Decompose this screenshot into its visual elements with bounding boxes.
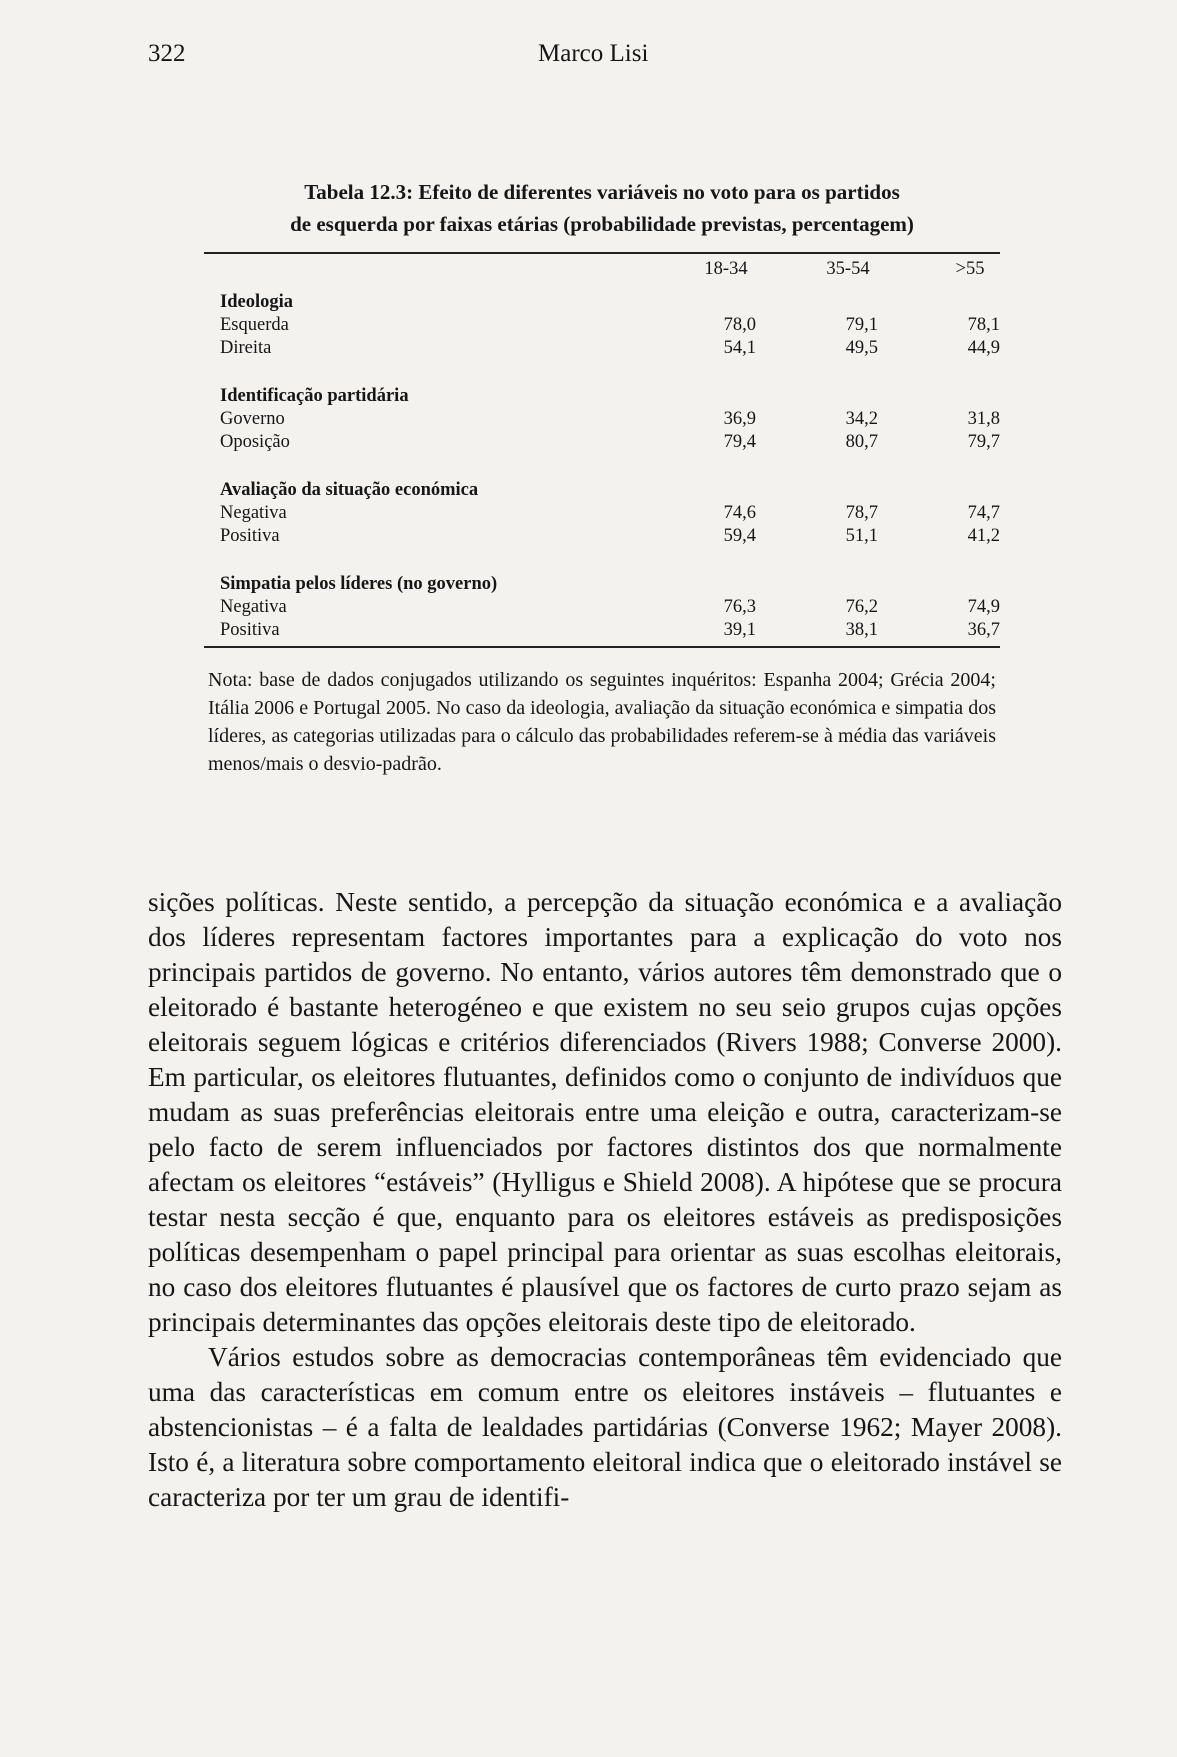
table-header-row xyxy=(204,254,1000,287)
table-block xyxy=(204,176,1000,778)
table-row xyxy=(204,619,1000,642)
page-number: 322 xyxy=(148,40,186,67)
table-cell: 34,2 xyxy=(845,409,878,429)
table-cell: 78,0 xyxy=(723,315,756,335)
row-label: Positiva xyxy=(220,526,280,546)
table-row xyxy=(204,431,1000,454)
results-table xyxy=(204,254,1000,642)
row-label: Oposição xyxy=(220,432,290,452)
table-group-heading-row xyxy=(204,360,1000,408)
table-title-line-2: de esquerda por faixas etárias (probabilidade previstas, percentagem) xyxy=(290,212,914,236)
group-heading: Simpatia pelos líderes (no governo) xyxy=(220,574,498,594)
body-text xyxy=(148,885,1062,1515)
header-empty xyxy=(204,254,696,287)
table-group-heading-row xyxy=(204,548,1000,596)
running-head: Marco Lisi xyxy=(538,40,649,67)
table-note: Nota: base de dados conjugados utilizando os seguintes inquéritos: Espanha 2004; Grécia 2004; Itália 2006 e Portugal 2005. No caso da ideologia, avaliação da situação económica e simpatia dos líderes, as categorias utilizadas para o cálculo das probabilidades referem-se à média das variáveis menos/mais o desvio-padrão. xyxy=(208,669,996,775)
table-bottom-rule xyxy=(204,646,1000,648)
table-body xyxy=(204,254,1000,642)
table-cell: 74,6 xyxy=(723,503,756,523)
paragraph: Vários estudos sobre as democracias contemporâneas têm evidenciado que uma das características em comum entre os eleitores instáveis – flutuantes e abstencionistas – é a falta de lealdades partidárias (Converse 1962; Mayer 2008). Isto é, a literatura sobre comportamento eleitoral indica que o eleitorado instável se caracteriza por ter um grau de identifi- xyxy=(148,1342,1062,1512)
row-label: Negativa xyxy=(220,597,287,617)
table-cell: 80,7 xyxy=(845,432,878,452)
column-header: >55 xyxy=(955,259,985,279)
table-cell: 76,2 xyxy=(845,597,878,617)
row-label: Governo xyxy=(220,409,285,429)
table-cell: 78,7 xyxy=(845,503,878,523)
row-label: Positiva xyxy=(220,620,280,640)
paragraph: sições políticas. Neste sentido, a percepção da situação económica e a avaliação dos líderes representam factores importantes para a explicação do voto nos principais partidos de governo. No entanto, vários autores têm demonstrado que o eleitorado é bastante heterogéneo e que existem no seu seio grupos cujas opções eleitorais seguem lógicas e critérios diferenciados (Rivers 1988; Converse 2000). Em particular, os eleitores flutuantes, definidos como o conjunto de indivíduos que mudam as suas preferências eleitorais entre uma eleição e outra, caracterizam-se pelo facto de serem influenciados por factores distintos dos que normalmente afectam os eleitores “estáveis” (Hylligus e Shield 2008). A hipótese que se procura testar nesta secção é que, enquanto para os eleitores estáveis as predisposições políticas desempenham o papel principal para orientar as suas escolhas eleitorais, no caso dos eleitores flutuantes é plausível que os factores de curto prazo sejam as principais determinantes das opções eleitorais deste tipo de eleitorado. xyxy=(148,887,1062,1337)
table-cell: 79,7 xyxy=(967,432,1000,452)
table-row xyxy=(204,314,1000,337)
row-label: Direita xyxy=(220,338,272,358)
group-heading: Ideologia xyxy=(220,292,293,312)
table-row xyxy=(204,408,1000,431)
table-group-heading-row xyxy=(204,287,1000,314)
table-cell: 36,9 xyxy=(723,409,756,429)
table-cell: 59,4 xyxy=(723,526,756,546)
table-cell: 39,1 xyxy=(723,620,756,640)
row-label: Esquerda xyxy=(220,315,289,335)
group-heading: Identificação partidária xyxy=(220,386,409,406)
table-title-line-1: Tabela 12.3: Efeito de diferentes variáveis no voto para os partidos xyxy=(304,180,900,204)
table-cell: 51,1 xyxy=(845,526,878,546)
table-cell: 38,1 xyxy=(845,620,878,640)
table-row xyxy=(204,525,1000,548)
table-row xyxy=(204,502,1000,525)
table-cell: 31,8 xyxy=(967,409,1000,429)
column-header: 18-34 xyxy=(704,259,748,279)
table-cell: 79,1 xyxy=(845,315,878,335)
table-cell: 44,9 xyxy=(967,338,1000,358)
table-cell: 49,5 xyxy=(845,338,878,358)
table-cell: 74,9 xyxy=(967,597,1000,617)
table-cell: 74,7 xyxy=(967,503,1000,523)
table-cell: 78,1 xyxy=(967,315,1000,335)
column-header: 35-54 xyxy=(826,259,870,279)
table-title xyxy=(204,176,1000,240)
table-cell: 36,7 xyxy=(967,620,1000,640)
table-cell: 54,1 xyxy=(723,338,756,358)
group-heading: Avaliação da situação económica xyxy=(220,480,479,500)
page-header xyxy=(148,40,1077,80)
table-cell: 41,2 xyxy=(967,526,1000,546)
row-label: Negativa xyxy=(220,503,287,523)
table-cell: 76,3 xyxy=(723,597,756,617)
table-row xyxy=(204,596,1000,619)
table-group-heading-row xyxy=(204,454,1000,502)
table-row xyxy=(204,337,1000,360)
table-cell: 79,4 xyxy=(723,432,756,452)
